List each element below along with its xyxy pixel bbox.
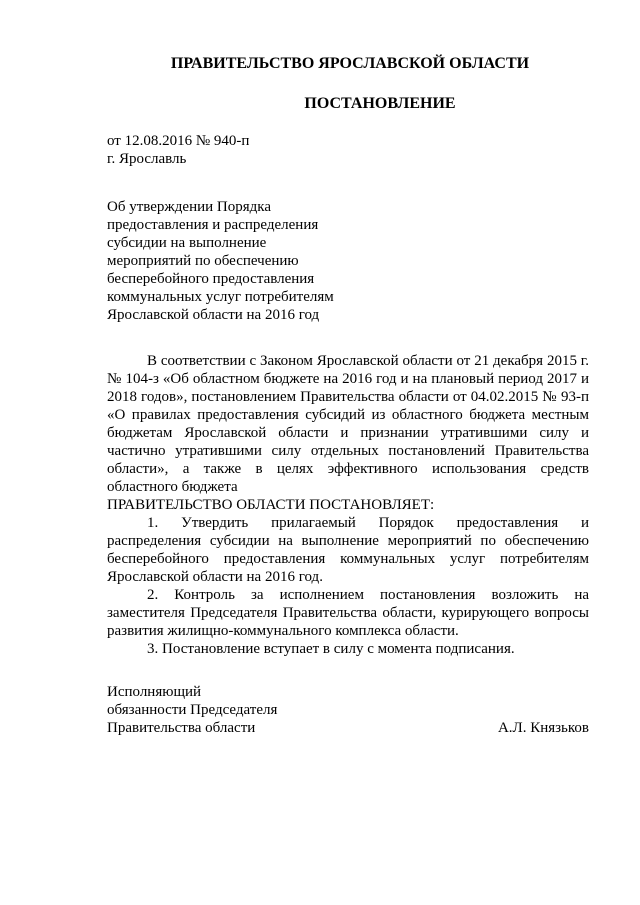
subject-line: субсидии на выполнение bbox=[107, 235, 267, 251]
subject-line: мероприятий по обеспечению bbox=[107, 253, 299, 269]
document-body bbox=[107, 352, 589, 658]
signatory-name: А.Л. Князьков bbox=[497, 720, 589, 736]
city: г. Ярославль bbox=[107, 151, 187, 167]
resolves-line: ПРАВИТЕЛЬСТВО ОБЛАСТИ ПОСТАНОВЛЯЕТ: bbox=[107, 497, 435, 513]
signature-position-line: Правительства области bbox=[107, 720, 256, 736]
signature-row bbox=[107, 719, 589, 737]
signature-block bbox=[107, 683, 589, 737]
preamble-paragraph: В соответствии с Законом Ярославской области от 21 декабря 2015 г. № 104-з «Об областном бюджете на 2016 год и на плановый период 2017 и 2018 годов», постановлением Правительства области от 04.02.2015 № 93-п «О правилах предоставления субсидий из областного бюджета местным бюджетам Ярославской области и признании утратившими силу и частично утратившими силу отдельных постановлений Правительства области», а также в целях эффективного использования средств областного бюджета bbox=[107, 353, 589, 495]
signature-position-line: обязанности Председателя bbox=[107, 702, 278, 718]
subject-line: Ярославской области на 2016 год bbox=[107, 307, 320, 323]
date-number: от 12.08.2016 № 940-п bbox=[107, 133, 250, 149]
subject-line: бесперебойного предоставления bbox=[107, 271, 315, 287]
document-meta bbox=[107, 132, 249, 168]
organization-title: ПРАВИТЕЛЬСТВО ЯРОСЛАВСКОЙ ОБЛАСТИ bbox=[170, 55, 530, 72]
item-paragraph: 2. Контроль за исполнением постановления возложить на заместителя Председателя Правительства области, курирующего вопросы развития жилищно-коммунального комплекса области. bbox=[107, 587, 589, 639]
subject-line: предоставления и распределения bbox=[107, 217, 319, 233]
item-paragraph: 3. Постановление вступает в силу с момента подписания. bbox=[147, 641, 515, 657]
subject-line: Об утверждении Порядка bbox=[107, 199, 271, 215]
subject-line: коммунальных услуг потребителям bbox=[107, 289, 334, 305]
document-type-title: ПОСТАНОВЛЕНИЕ bbox=[304, 95, 456, 112]
signature-position-line: Исполняющий bbox=[107, 684, 202, 700]
item-paragraph: 1. Утвердить прилагаемый Порядок предоставления и распределения субсидии на выполнение мероприятий по обеспечению бесперебойного предоставления коммунальных услуг потребителям Ярославской области на 2016 год. bbox=[107, 515, 589, 585]
document-subject bbox=[107, 198, 334, 324]
